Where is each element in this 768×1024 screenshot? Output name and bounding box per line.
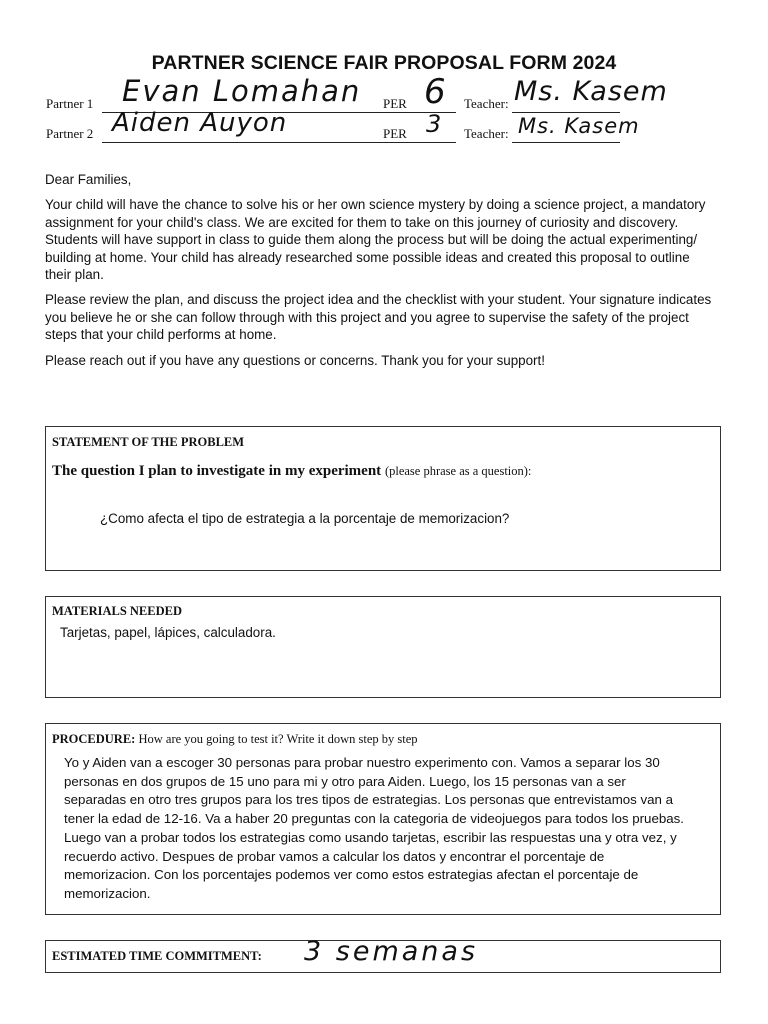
partner-1-teacher-label: Teacher: <box>464 96 509 111</box>
partner-2-teacher-value[interactable]: Ms. Kasem <box>518 114 640 138</box>
form-title: PARTNER SCIENCE FAIR PROPOSAL FORM 2024 <box>151 52 617 74</box>
partner-2-teacher-line <box>512 142 620 143</box>
letter-paragraph-1: Your child will have the chance to solve his or her own science mystery by doing a science project, a mandatory assignment for your child's class. We are excited for them to take on this journey of curiosity and discovery. Students will have support in class to guide them along the process but will be doing the actual experimenting/ building at home. Your child has already researched some possible ideas and created this proposal to outline their plan. <box>45 197 706 282</box>
time-answer[interactable]: 3 semanas <box>304 936 479 967</box>
time-box <box>45 936 721 973</box>
partner-1-per-label: PER <box>383 96 407 111</box>
procedure-answer[interactable]: Yo y Aiden van a escoger 30 personas para probar nuestro experimento con. Vamos a separar los 30 personas en dos grupos de 15 uno para mi y otro para Aiden. Luego, los 15 personas van a ser separadas en otro tres grupos para los tres tipos de estrategias. Los personas que entrevistamos van a tener la edad de 12-16. Va a haber 20 preguntas con la categoria de videojuegos para todos los pruebas. Luego van a probar todos los estrategias como usando tarjetas, escribir las respuestas una y otra vez, y recuerdo activo. Despues de probar vamos a calcular los datos y encontrar el porcentaje de memorizacion. Con los porcentajes podemos ver como estos estrategias afectan el porcentaje de memorizacion. <box>64 755 684 901</box>
partner-2-per-label: PER <box>383 126 407 141</box>
partner-1-name[interactable]: Evan Lomahan <box>122 74 362 108</box>
procedure-box <box>45 723 721 915</box>
materials-answer[interactable]: Tarjetas, papel, lápices, calculadora. <box>60 625 276 640</box>
partner-1-per-value[interactable]: 6 <box>424 72 446 112</box>
partner-2-row <box>46 108 726 142</box>
problem-prompt-note: (please phrase as a question): <box>384 464 532 478</box>
problem-prompt-bold: The question I plan to investigate in my experiment <box>52 463 382 479</box>
problem-heading: STATEMENT OF THE PROBLEM <box>52 435 245 449</box>
materials-box <box>45 596 721 698</box>
partner-2-per-value[interactable]: 3 <box>426 110 442 138</box>
letter-paragraph-3: Please reach out if you have any questions or concerns. Thank you for your support! <box>45 353 545 368</box>
partner-2-name-line <box>102 142 414 143</box>
materials-heading: MATERIALS NEEDED <box>52 604 182 618</box>
partner-2-per-line <box>412 142 456 143</box>
partner-1-teacher-value[interactable]: Ms. Kasem <box>514 76 668 107</box>
partner-1-label: Partner 1 <box>46 96 94 111</box>
partner-2-name[interactable]: Aiden Auyon <box>112 108 288 138</box>
letter-greeting: Dear Families, <box>45 172 132 187</box>
procedure-heading: PROCEDURE: <box>52 732 136 746</box>
problem-box <box>45 426 721 571</box>
partner-2-teacher-label: Teacher: <box>464 126 509 141</box>
partner-2-label: Partner 2 <box>46 126 94 141</box>
letter-paragraph-2: Please review the plan, and discuss the project idea and the checklist with your student. Your signature indicates you believe he or she can follow through with this project and you agree to supervise the safety of the project steps that your child performs at home. <box>45 292 712 342</box>
procedure-prompt-line <box>52 732 418 747</box>
procedure-prompt: How are you going to test it? Write it down step by step <box>138 732 418 746</box>
problem-answer[interactable]: ¿Como afecta el tipo de estrategia a la porcentaje de memorizacion? <box>100 511 510 526</box>
time-heading: ESTIMATED TIME COMMITMENT: <box>52 949 262 963</box>
problem-prompt <box>52 463 531 480</box>
